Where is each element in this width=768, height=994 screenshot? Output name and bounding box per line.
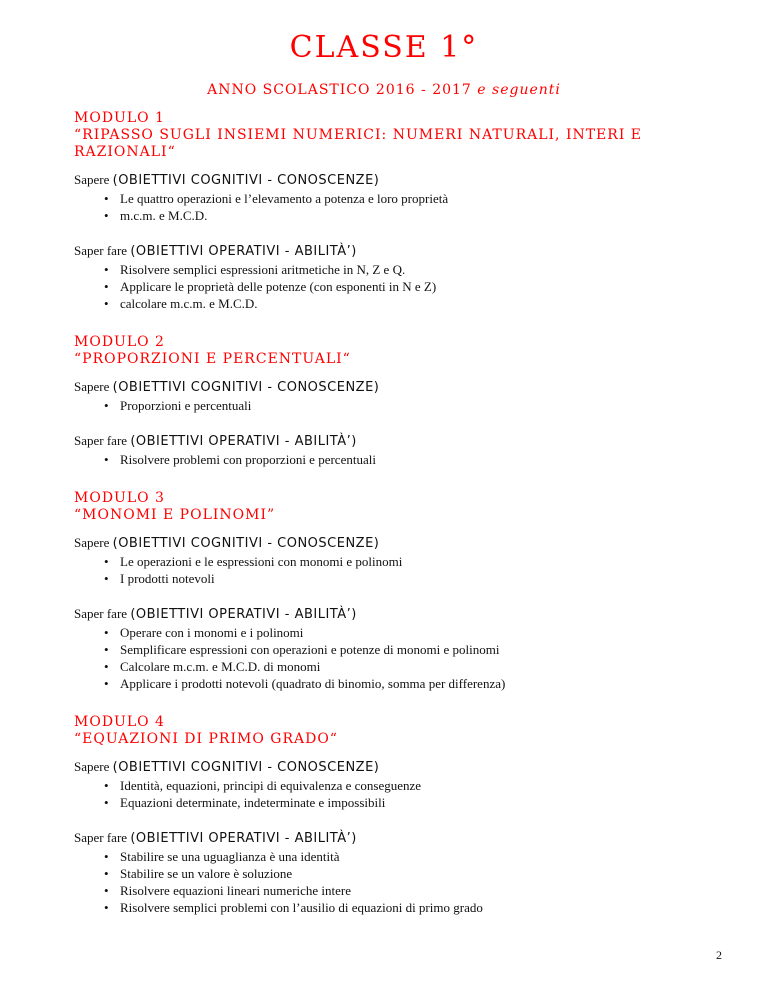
- saperfare-label: Saper fare: [74, 830, 128, 845]
- module-name: “EQUAZIONI DI PRIMO GRADO“: [74, 731, 338, 747]
- list-item: • Applicare le proprietà delle potenze (con esponenti in N e Z): [104, 278, 734, 295]
- sapere-label: Sapere: [74, 535, 110, 550]
- module-label: MODULO 4: [74, 714, 165, 730]
- module-4: [74, 714, 734, 916]
- saperfare-label: Saper fare: [74, 433, 128, 448]
- list-item: • Risolvere semplici problemi con l’ausilio di equazioni di primo grado: [104, 899, 734, 916]
- sapere-list: [74, 397, 734, 414]
- sapere-objectives: (OBIETTIVI COGNITIVI - CONOSCENZE): [112, 380, 380, 395]
- list-item: • Equazioni determinate, indeterminate e impossibili: [104, 794, 734, 811]
- module-3: [74, 490, 734, 692]
- sapere-heading: [74, 171, 734, 189]
- module-name: “RIPASSO SUGLI INSIEMI NUMERICI: NUMERI NATURALI, INTERI E RAZIONALI“: [74, 127, 643, 160]
- saperfare-label: Saper fare: [74, 606, 128, 621]
- saperfare-heading: [74, 242, 734, 260]
- sapere-list: [74, 777, 734, 811]
- saperfare-list: [74, 451, 734, 468]
- saperfare-list: [74, 624, 734, 692]
- list-item: • Le operazioni e le espressioni con monomi e polinomi: [104, 553, 734, 570]
- list-item: • I prodotti notevoli: [104, 570, 734, 587]
- list-item: • Operare con i monomi e i polinomi: [104, 624, 734, 641]
- list-item: • Stabilire se una uguaglianza è una identità: [104, 848, 734, 865]
- sapere-label: Sapere: [74, 379, 110, 394]
- sapere-label: Sapere: [74, 759, 110, 774]
- module-label: MODULO 1: [74, 110, 165, 126]
- list-item: • Risolvere semplici espressioni aritmetiche in N, Z e Q.: [104, 261, 734, 278]
- module-name: “MONOMI E POLINOMI”: [74, 507, 276, 523]
- sapere-heading: [74, 758, 734, 776]
- sapere-label: Sapere: [74, 172, 110, 187]
- page-title: CLASSE 1°: [289, 30, 479, 65]
- saperfare-objectives: (OBIETTIVI OPERATIVI - ABILITÀ’): [130, 244, 357, 259]
- module-label: MODULO 2: [74, 334, 165, 350]
- list-item: • m.c.m. e M.C.D.: [104, 207, 734, 224]
- module-label: MODULO 3: [74, 490, 165, 506]
- list-item: • Risolvere equazioni lineari numeriche intere: [104, 882, 734, 899]
- list-item: • Calcolare m.c.m. e M.C.D. di monomi: [104, 658, 734, 675]
- list-item: • Applicare i prodotti notevoli (quadrato di binomio, somma per differenza): [104, 675, 734, 692]
- school-year: [0, 82, 768, 98]
- page-number: 2: [716, 948, 722, 962]
- module-1: [74, 110, 734, 312]
- saperfare-list: [74, 848, 734, 916]
- sapere-list: [74, 553, 734, 587]
- list-item: • Risolvere problemi con proporzioni e percentuali: [104, 451, 734, 468]
- list-item: • Proporzioni e percentuali: [104, 397, 734, 414]
- sapere-objectives: (OBIETTIVI COGNITIVI - CONOSCENZE): [112, 760, 380, 775]
- list-item: • Identità, equazioni, principi di equivalenza e conseguenze: [104, 777, 734, 794]
- saperfare-objectives: (OBIETTIVI OPERATIVI - ABILITÀ’): [130, 831, 357, 846]
- list-item: • Le quattro operazioni e l’elevamento a potenza e loro proprietà: [104, 190, 734, 207]
- sapere-objectives: (OBIETTIVI COGNITIVI - CONOSCENZE): [112, 536, 380, 551]
- module-2: [74, 334, 734, 468]
- list-item: • calcolare m.c.m. e M.C.D.: [104, 295, 734, 312]
- sapere-list: [74, 190, 734, 224]
- sapere-heading: [74, 378, 734, 396]
- saperfare-label: Saper fare: [74, 243, 128, 258]
- sapere-objectives: (OBIETTIVI COGNITIVI - CONOSCENZE): [112, 173, 380, 188]
- saperfare-heading: [74, 605, 734, 623]
- saperfare-list: [74, 261, 734, 312]
- list-item: • Semplificare espressioni con operazioni e potenze di monomi e polinomi: [104, 641, 734, 658]
- school-year-text: ANNO SCOLASTICO 2016 - 2017: [207, 82, 472, 98]
- saperfare-heading: [74, 432, 734, 450]
- sapere-heading: [74, 534, 734, 552]
- saperfare-objectives: (OBIETTIVI OPERATIVI - ABILITÀ’): [130, 607, 357, 622]
- list-item: • Stabilire se un valore è soluzione: [104, 865, 734, 882]
- modules-container: [74, 110, 734, 916]
- school-year-suffix: e seguenti: [477, 82, 561, 98]
- module-name: “PROPORZIONI E PERCENTUALI“: [74, 351, 351, 367]
- saperfare-objectives: (OBIETTIVI OPERATIVI - ABILITÀ’): [130, 434, 357, 449]
- saperfare-heading: [74, 829, 734, 847]
